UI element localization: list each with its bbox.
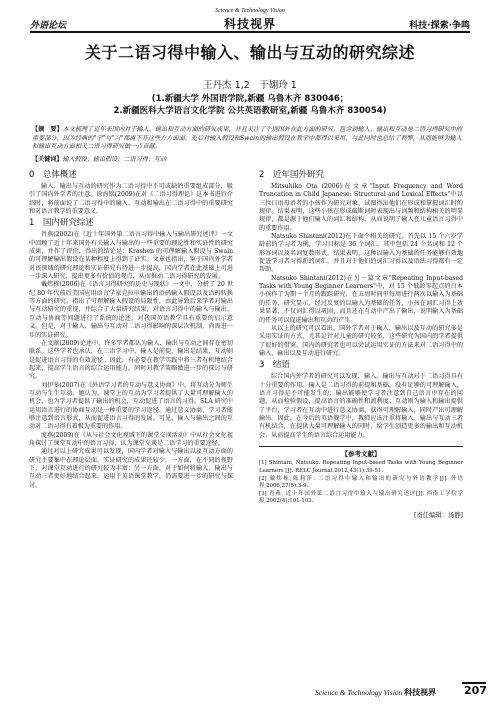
responsible-editor: [责任编辑：汤静] xyxy=(414,511,463,519)
section-heading: 1 国内研究综述 xyxy=(29,218,94,229)
right-column xyxy=(259,168,463,520)
body-paragraph: Natsuko Shintani(2012)在下面个相关的研究。首先以 15 个六岁学龄前的学习者为例，学习目标是 36 个词汇，其中包括 24 个名词和 12 个形容词以及名词复数形式。结果表明，这种以输入为基础的任务能够有效地促进学习者习得新的词汇，并且对于他们的词汇习得以及语法习得都有一定帮助。 xyxy=(259,233,463,274)
article-title: 关于二语习得中输入、输出与互动的研究综述 xyxy=(84,43,415,62)
footer-journal xyxy=(315,687,436,698)
body-paragraph: 刘伊多(2007)在《外语学习者的互动与意义协商》中，将互动分为师生互动与生生互动。她认为，课堂上的互动为学习者提供了大量可理解输入的机会，也为学习者提供了输出的机会，互动促进了语言的习得。SLA 研究中运用语言进行的协商互动是一种重要的学习途径。通过意义协商，学习者能够注意到语言形式，从而促进语言习得的发展。可见，输入与输出之间的互动对二语习得有着极为重要的作用。 xyxy=(29,381,233,431)
keywords-text: 输入假设；输出假设；二语习得；互动 xyxy=(62,156,167,163)
keywords xyxy=(32,154,468,163)
reference-item: [3] 肖燕. 近十年国外第二语言习得中输入与输出研究述评[J]. 西南工学院学报,2002(4):101-103. xyxy=(259,490,463,505)
footer-journal-en: Science & Technology Vision xyxy=(315,688,403,697)
section-heading: 2 近年国外研究 xyxy=(259,170,324,180)
authors: 王丹杰 1,2 于翃玲 1 xyxy=(203,80,297,91)
header-rule xyxy=(30,31,470,33)
abstract-label: 【摘 要】 xyxy=(32,126,63,133)
affiliation-1: (1.新疆大学 外国语学院,新疆 乌鲁木齐 830046； xyxy=(151,94,349,104)
body-paragraph: 肖燕(2002)在《近十年国外第二语言习得中输入与输出研究述评》一文中回顾了近十年来国外有关输入与输出的一些重要的理论性和实证性的研究成果，并作了评价，得出的结论是：Krashen 的可理解输入假设与 Swain 的可理解输出假设在某种程度上得到了证实。文章也指出，鉴于国内外学者对该领域的研究理论和实证研究有待进一步提高，国内学者在此基础上可进一步深入研究，提出更多有价值的观点，从而推动二语习得研究的发展。 xyxy=(29,231,233,281)
keywords-label: 【关键词】 xyxy=(32,156,63,163)
reference-item: [2] 戴炜栋,陈莉萍. 二语习得中输入和输出的研究与外语教学[J]. 外语界,2006,27(6):3-9. xyxy=(259,475,463,490)
body-paragraph: 输入、输出与互动的研究作为二语习得中不可或缺的重要组成部分，吸引了国内外学者的注意。徐海铭(2009)在对《二语习得理论》这本书进行介绍时，将前面说了二语习得中的输入、互动和输出在二语习得中的重要研究和对语言教学的重要意义。 xyxy=(29,183,233,216)
page-number: 207 xyxy=(464,684,487,697)
body-paragraph: 通过对以上研究成果可以发现，国内学者对输入与输出以及互动方面的研究主要集中在理论层面，实证研究的成果还较少。一方面，在不同的视野下，对课堂互动进行的研究较为丰富；另一方面，对于如何将输入、输出与互动三者更好地结合起来，运用于英语课堂教学，仍需要进一步的研究与探讨。 xyxy=(29,448,233,489)
reference-item: [1] Shintani, Natsuko. Repeating Input-based Tasks with Young Beginner Learners [J]. RELC Journal,2012,43(1):39-51. xyxy=(259,460,463,474)
references-title: 【参考文献】 xyxy=(341,449,381,458)
body-paragraph: Mitsuhiko Ota (2006)在文章"Input Frequency and Word Truncation in Child Japanese: Structural and Lexical Effects"中以三位日语母语者的小孩作为研究对象，试图得出他们在形成和掌握词汇时的规律。结果表明，这些小孩在形成截断词时表现出与词频和结构相关的明显规律，都是源于他们输入的词汇和结构，从而说明了输入在儿童语言习得中的重要作用。 xyxy=(259,183,463,232)
body-paragraph: 综合国内外学者的研究可以发现，输入、输出与互动对于二语习得具有十分重要的作用。输入是二语习得的前提和基础，没有足够的可理解输入，语言习得是不可能发生的；输出能够使学习者注意到自己语言中存在的问题，从而检验假设，提高语言的准确性和流利度；互动则为输入和输出提供了平台，学习者在互动中进行意义协商，获得可理解输入，同时产出可理解输出。因此，在今后的英语教学中，教师应该注重将输入、输出与互动三者有机结合，在提供大量可理解输入的同时，给学生创造更多的输出和互动机会，从而提高学生的语言综合运用能力。 xyxy=(259,373,463,439)
section-label-right: 科技·探索·争鸣 xyxy=(409,21,470,31)
section-label-left: 外语论坛 xyxy=(30,21,67,31)
body-paragraph: 在文献(2009)论述中，许多学者都认为输入、输出与互动之间存在密切联系。这些学者也承认，在二语学习中，输入是前提，输出是结果，互动则是促进语言习得的有效途径。因此，有必要在教学实践中将三者有机地结合起来，提高学生语言的综合运用能力，同时对教学策略做进一步的探讨与研究。 xyxy=(29,339,233,381)
body-paragraph: Natsuko Shintani(2012)在另一篇文章"Repeating Input-based Tasks with Young Beginner Learners"中，对 15 个低龄零起点的日本小孩作了为期一个月的跟踪研究，在五周时间里每周进行两次以输入为基础的任务，研究显示，经过反复的以输入为基础的任务，小孩在词汇习得上效果显著，不仅词汇得以巩固，而且还在互动中产出了输出，说明输入为基础的任务可以促进输出和互动的产生。 xyxy=(259,274,463,324)
left-column xyxy=(29,168,233,490)
right-column-body xyxy=(259,170,463,440)
body-paragraph: 戴炜栋(2006)在《语言习得研究的历史与现状》一文中，分析了 20 世纪 80 年代前后美国应用语言学家克拉申输出的语码输入假设以及语码转换等方面的研究，指出了可理解输入假设的局限性，由此导致后来学者对输出与互动研究的重视，并综合了大量研究结果，对语言习得中的输入与输出、互动与协商等问题进行了系统的论述，对我国英语教学具有重要的启示意义。但是，对于输入、输出与互动对二语习得影响的深层次机制，尚需进一步的实证研究。 xyxy=(29,281,233,339)
abstract xyxy=(32,126,468,152)
section-heading: 3 结语 xyxy=(259,360,290,371)
body-paragraph: 从以上的研究可以看出，国外学者对于输入、输出以及互动的研究多是采用实证的方式，尤其是针对儿童的研究较多，这些研究为国内的学者提供了很好的借鉴，国内的研究者也可以尝试运用实证的方法来对二语习得中的输入、输出以及互动进行研究。 xyxy=(259,324,463,357)
section-heading: 0 总体概述 xyxy=(29,170,77,180)
journal-name-en: Science & Technology Vision xyxy=(215,8,285,14)
abstract-text: 本文梳理了近年来国内对于输入、输出和互动方面的研究成果，并且关注了个别国外在此方面的研究。包含到输入、输出和互动是二语习得研究中的重要部分，因为经典的"学"与"习"都离不开这些方方面面。先后对输入假设和Swain的输出假设在教学中都得以采用，与此同时也总结了利弊，从而能够为输入和输出互动方面相关二语习得研究做一点贡献。 xyxy=(32,126,463,151)
body-paragraph: 庞燕(2009)在《从与社会文化视域下的课堂交谈活动》中从社会文化视角探讨了课堂互动中的语言习得，认为课堂交谈是二语学习的重要途径。 xyxy=(29,431,233,447)
affiliation-2: 2.新疆医科大学语言文化学院 公共英语教研室,新疆 乌鲁木齐 830054) xyxy=(113,106,387,116)
page-header xyxy=(30,8,470,34)
references xyxy=(259,446,463,506)
journal-name-cn: 科技视界 xyxy=(223,17,276,31)
footer-journal-cn: 科技视界 xyxy=(404,688,437,697)
